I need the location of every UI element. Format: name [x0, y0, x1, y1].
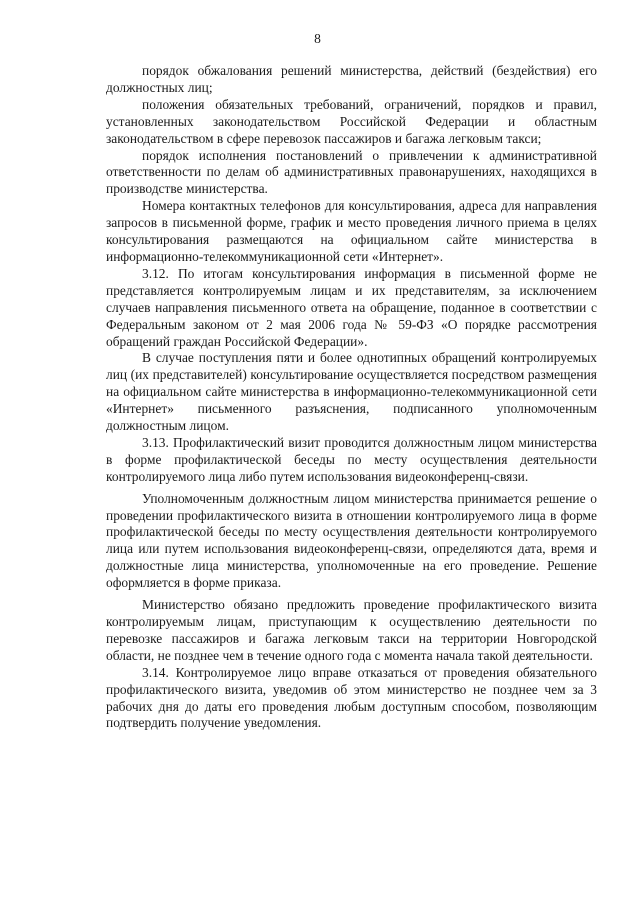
- paragraph: порядок исполнения постановлений о привлечении к административной ответственности по делам об административных правонарушениях, находящихся в производстве министерства.: [106, 147, 597, 197]
- paragraph: В случае поступления пяти и более однотипных обращений контролируемых лиц (их представителей) консультирование осуществляется посредством размещения на официальном сайте министерства в информационно-телекоммуникационной сети «Интернет» письменного разъяснения, подписанного уполномоченным должностным лицом.: [106, 350, 597, 434]
- paragraph: Номера контактных телефонов для консультирования, адреса для направления запросов в письменной форме, график и место проведения личного приема в целях консультирования размещаются на официальном сайте министерства в информационно-телекоммуникационной сети «Интернет».: [106, 198, 597, 264]
- paragraph: Уполномоченным должностным лицом министерства принимается решение о проведении профилактического визита в отношении контролируемого лица в форме профилактической беседы по месту осуществления деятельности контролируемого лица или путем использования видеоконференц-связи, определяются дата, время и должностные лица министерства, уполномоченные на его проведение. Решение оформляется в форме приказа.: [106, 490, 597, 591]
- paragraph: Министерство обязано предложить проведение профилактического визита контролируемым лицам, приступающим к осуществлению деятельности по перевозке пассажиров и багажа легковым такси на территории Новгородской области, не позднее чем в течение одного года с момента начала такой деятельности.: [106, 597, 597, 663]
- document-body: [106, 63, 597, 732]
- paragraph: 3.12. По итогам консультирования информация в письменной форме не представляется контролируемым лицам и их представителям, за исключением случаев направления письменного ответа на обращение, поданное в соответствии с Федеральным законом от 2 мая 2006 года № 59-ФЗ «О порядке рассмотрения обращений граждан Российской Федерации».: [106, 265, 597, 349]
- paragraph: 3.14. Контролируемое лицо вправе отказаться от проведения обязательного профилактического визита, уведомив об этом министерство не позднее чем за 3 рабочих дня до даты его проведения любым доступным способом, позволяющим подтвердить получение уведомления.: [106, 664, 597, 731]
- paragraph: 3.13. Профилактический визит проводится должностным лицом министерства в форме профилактической беседы по месту осуществления деятельности контролируемого лица либо путем использования видеоконференц-связи.: [106, 434, 597, 484]
- paragraph: порядок обжалования решений министерства, действий (бездействия) его должностных лиц;: [106, 63, 597, 95]
- page-number: 8: [314, 31, 321, 46]
- paragraph: положения обязательных требований, ограничений, порядков и правил, установленных законодательством Российской Федерации и областным законодательством в сфере перевозок пассажиров и багажа легковым такси;: [106, 96, 597, 146]
